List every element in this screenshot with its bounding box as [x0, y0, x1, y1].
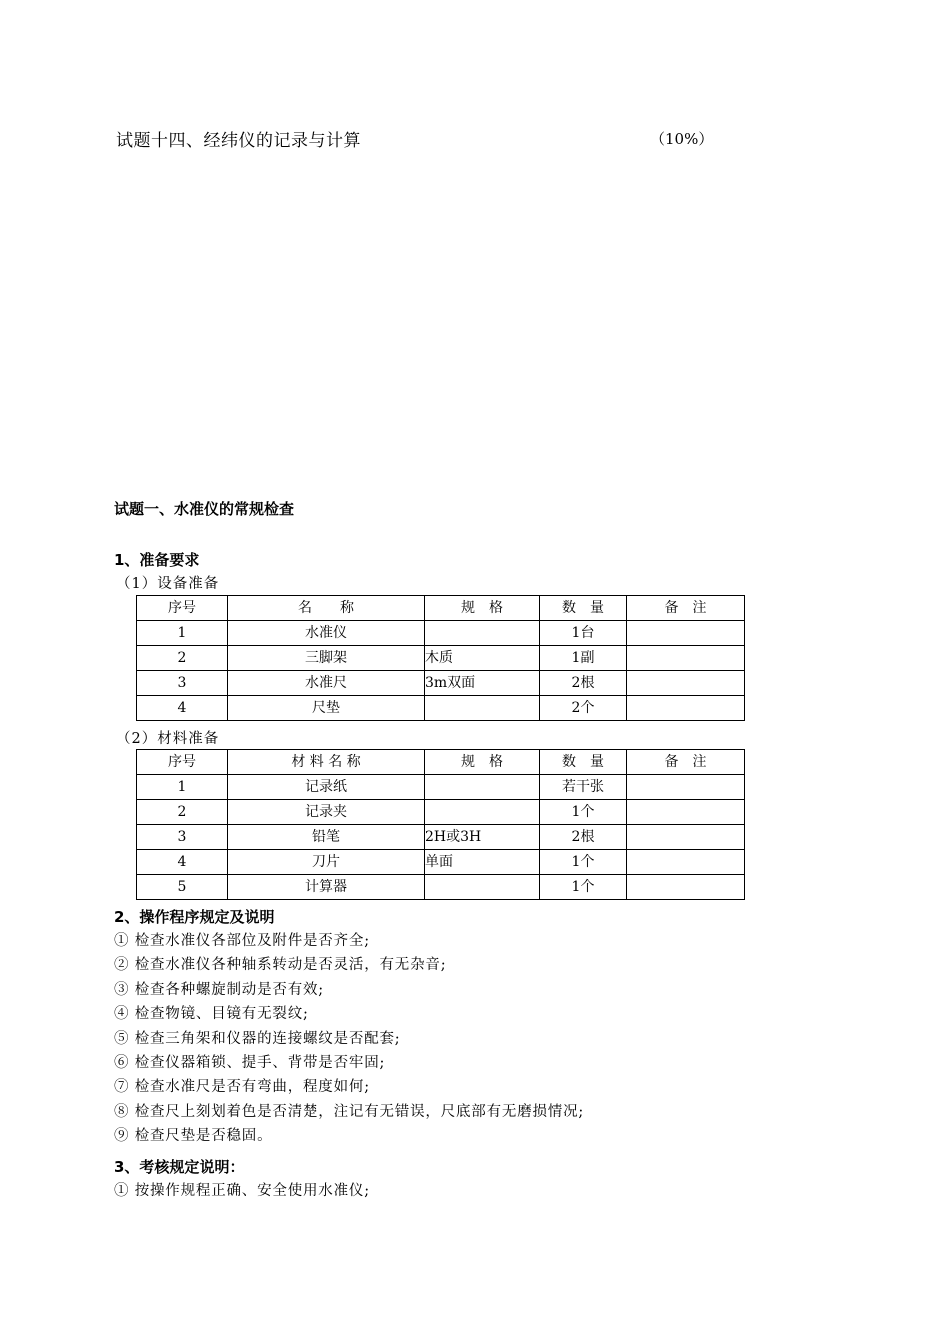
- table-cell: 3: [137, 825, 228, 850]
- table-cell: 1个: [540, 850, 627, 875]
- materials-label: （2）材料准备: [116, 731, 220, 747]
- table-cell: 记录夹: [228, 800, 425, 825]
- table-row: [137, 850, 745, 875]
- table-row: [137, 800, 745, 825]
- table-cell: 1台: [540, 621, 627, 646]
- table-cell: [627, 671, 745, 696]
- header-cell: 序号: [137, 596, 228, 621]
- table-cell: 2根: [540, 671, 627, 696]
- list-item: ② 检查水准仪各种轴系转动是否灵活，有无杂音;: [114, 957, 447, 974]
- procedure-title: 2、操作程序规定及说明: [114, 908, 275, 926]
- table-cell: 1: [137, 621, 228, 646]
- table-cell: 3: [137, 671, 228, 696]
- header-cell: 材 料 名 称: [228, 750, 425, 775]
- table-cell: 1个: [540, 800, 627, 825]
- header-cell: 备 注: [627, 750, 745, 775]
- table-cell: 尺垫: [228, 696, 425, 721]
- table-cell: 记录纸: [228, 775, 425, 800]
- table-cell: 刀片: [228, 850, 425, 875]
- table-cell: 2个: [540, 696, 627, 721]
- header-cell: 备 注: [627, 596, 745, 621]
- header-cell: 规 格: [425, 596, 540, 621]
- table-row: [137, 621, 745, 646]
- page-score: （10%）: [650, 130, 714, 148]
- header-cell: 名 称: [228, 596, 425, 621]
- table-cell: 5: [137, 875, 228, 900]
- table-cell: 1: [137, 775, 228, 800]
- rules-title: 3、考核规定说明：: [114, 1158, 245, 1176]
- list-item: ⑨ 检查尺垫是否稳固。: [114, 1128, 273, 1145]
- table-row: [137, 696, 745, 721]
- header-cell: 序号: [137, 750, 228, 775]
- materials-table: [136, 749, 745, 900]
- list-item: ① 按操作规程正确、安全使用水准仪;: [114, 1183, 370, 1199]
- table-cell: [627, 875, 745, 900]
- list-item: ③ 检查各种螺旋制动是否有效;: [114, 981, 324, 998]
- header-cell: 规 格: [425, 750, 540, 775]
- table-cell: 3m双面: [425, 671, 540, 696]
- table-cell: [627, 775, 745, 800]
- list-item: ⑧ 检查尺上刻划着色是否清楚，注记有无错误，尺底部有无磨损情况;: [114, 1103, 585, 1120]
- page-title: 试题十四、经纬仪的记录与计算: [116, 131, 361, 151]
- list-item: ⑦ 检查水准尺是否有弯曲，程度如何;: [114, 1079, 370, 1096]
- table-cell: 4: [137, 850, 228, 875]
- prep-title: 1、准备要求: [114, 551, 200, 569]
- table-cell: 铅笔: [228, 825, 425, 850]
- table-cell: 木质: [425, 646, 540, 671]
- table-row: [137, 671, 745, 696]
- table-cell: 水准尺: [228, 671, 425, 696]
- table-cell: 单面: [425, 850, 540, 875]
- table-cell: 2H或3H: [425, 825, 540, 850]
- table-cell: 三脚架: [228, 646, 425, 671]
- table-row: [137, 875, 745, 900]
- table-cell: 2: [137, 800, 228, 825]
- procedure-list: [114, 929, 584, 1149]
- table-cell: [627, 621, 745, 646]
- table-cell: 1个: [540, 875, 627, 900]
- table-row: [137, 825, 745, 850]
- table-cell: 若干张: [540, 775, 627, 800]
- equipment-label: （1）设备准备: [116, 576, 220, 592]
- table-cell: 4: [137, 696, 228, 721]
- header-cell: 数 量: [540, 596, 627, 621]
- table-cell: [425, 800, 540, 825]
- table-cell: [425, 621, 540, 646]
- section-title: 试题一、水准仪的常规检查: [114, 500, 295, 518]
- list-item: ① 检查水准仪各部位及附件是否齐全;: [114, 933, 370, 949]
- table-cell: 1副: [540, 646, 627, 671]
- table-cell: [627, 825, 745, 850]
- table-cell: [425, 875, 540, 900]
- list-item: ⑥ 检查仪器箱锁、提手、背带是否牢固;: [114, 1054, 386, 1071]
- table-header-row: [137, 596, 745, 621]
- list-item: ④ 检查物镜、目镜有无裂纹;: [114, 1006, 309, 1023]
- list-item: ⑤ 检查三角架和仪器的连接螺纹是否配套;: [114, 1030, 401, 1047]
- table-cell: [627, 696, 745, 721]
- table-cell: 2: [137, 646, 228, 671]
- table-row: [137, 775, 745, 800]
- table-cell: 水准仪: [228, 621, 425, 646]
- rules-list: [114, 1179, 370, 1203]
- table-cell: [425, 696, 540, 721]
- table-cell: [627, 646, 745, 671]
- table-cell: [627, 800, 745, 825]
- equipment-table: [136, 595, 745, 721]
- table-cell: 计算器: [228, 875, 425, 900]
- table-row: [137, 646, 745, 671]
- header-cell: 数 量: [540, 750, 627, 775]
- table-cell: [627, 850, 745, 875]
- table-cell: 2根: [540, 825, 627, 850]
- table-header-row: [137, 750, 745, 775]
- table-cell: [425, 775, 540, 800]
